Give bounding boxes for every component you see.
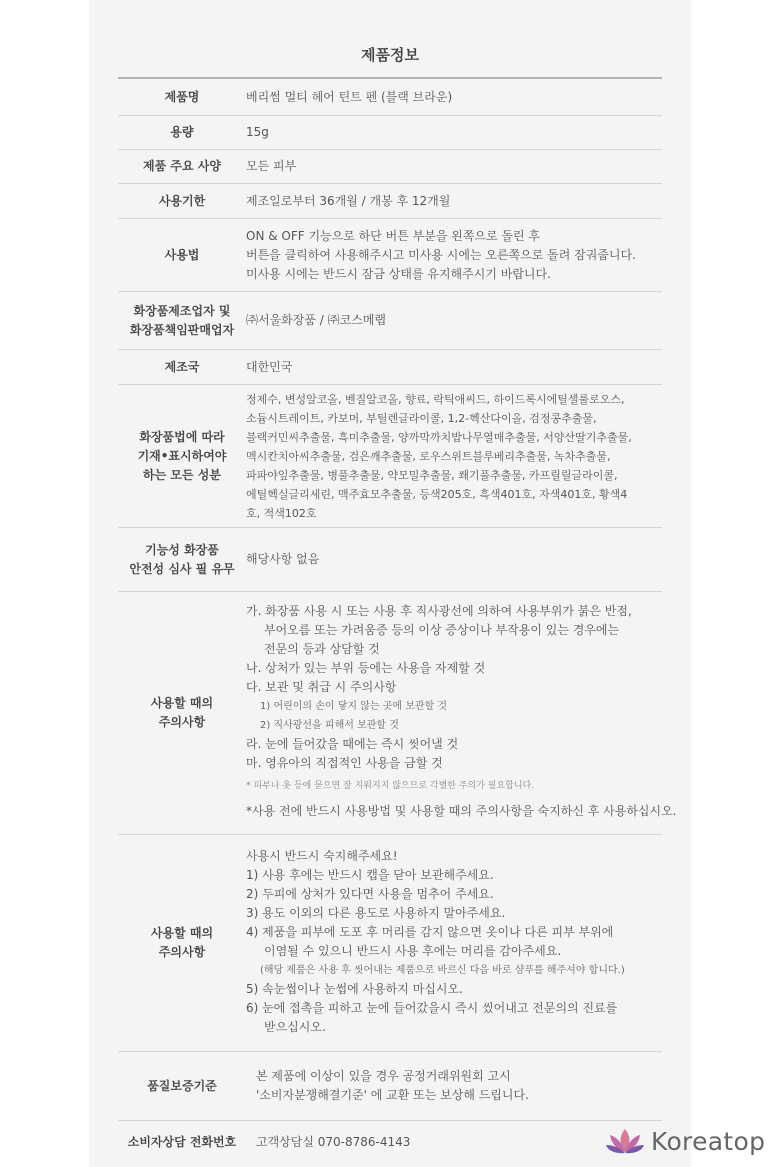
row-value: 가. 화장품 사용 시 또는 사용 후 직사광선에 의하여 사용부위가 붉은 반점, 부어오름 또는 가려움증 등의 이상 증상이나 부작용이 있는 경우에는 전문의 등과 상담할 것 나. 상처가 있는 부위 등에는 사용을 자제할 것 다. 보관 및 취급 시 주의사항 1) 어린이의 손이 닿지 않는 곳에 보관할 것 2) 직사광선을 피해서 보관할 것 라. 눈에 들어갔을 때에는 즉시 씻어낼 것 마. 영유아의 직접적인 사용을 금할 것 * 피부나 옷 등에 묻으면 잘 지워지지 않으므로 각별한 주의가 필요합니다. *사용 전에 반드시 사용방법 및 사용할 때의 주의사항을 숙지하신 후 사용하십시오. xyxy=(246,604,677,818)
row-label: 화장품제조업자 및 화장품책임판매업자 xyxy=(129,303,235,337)
row-caution-2 xyxy=(118,835,662,1052)
row-value: 고객상담실 070-8786-4143 xyxy=(256,1134,411,1149)
row-value: ON & OFF 기능으로 하단 버튼 부분을 왼쪽으로 돌린 후 버튼을 클릭하여 사용해주시고 미사용 시에는 오른쪽으로 돌려 잠궈줍니다. 미사용 시에는 반드시 잠금 상태를 유지해주시기 바랍니다. xyxy=(246,228,636,281)
row-value: 해당사항 없음 xyxy=(246,552,320,566)
row-consumer xyxy=(118,1121,662,1163)
row-label: 사용법 xyxy=(164,247,200,262)
row-value: 대한민국 xyxy=(246,359,293,374)
row-functional xyxy=(118,528,662,592)
row-value: 15g xyxy=(246,125,269,139)
row-label: 제조국 xyxy=(164,359,200,374)
row-value: 제조일로부터 36개월 / 개봉 후 12개월 xyxy=(246,193,451,208)
koreatop-watermark xyxy=(605,1124,765,1158)
row-value: 본 제품에 이상이 있을 경우 공정거래위원회 고시 '소비자분쟁해결기준' 에 교환 또는 보상해 드립니다. xyxy=(256,1069,529,1102)
row-label: 품질보증기준 xyxy=(147,1078,217,1093)
row-product-name xyxy=(118,79,662,116)
page-title: 제품정보 xyxy=(361,46,419,64)
row-caution-1 xyxy=(118,592,677,835)
row-value: ㈜서울화장품 / ㈜코스메랩 xyxy=(246,313,387,327)
row-label: 용량 xyxy=(170,125,194,139)
row-label: 제품명 xyxy=(164,89,200,104)
row-label: 제품 주요 사양 xyxy=(143,159,221,173)
row-value: 모든 피부 xyxy=(246,159,297,173)
row-country xyxy=(118,350,662,385)
row-label: 사용할 때의 주의사항 xyxy=(150,926,214,959)
row-label: 사용할 때의 주의사항 xyxy=(150,696,214,729)
row-label: 소비자상담 전화번호 xyxy=(127,1134,237,1149)
row-label: 기능성 화장품 안전성 심사 필 유무 xyxy=(129,542,235,576)
row-label: 사용기한 xyxy=(158,193,206,208)
row-value: 베리썸 멀티 헤어 틴트 펜 (블랙 브라운) xyxy=(246,89,453,104)
row-expiry xyxy=(118,184,662,219)
row-ingredients xyxy=(118,385,662,528)
row-usage xyxy=(118,219,662,292)
product-info-table xyxy=(118,77,677,1163)
row-capacity xyxy=(118,116,662,150)
watermark-text: Koreatop xyxy=(651,1126,766,1156)
row-value: 사용시 반드시 숙지해주세요! 1) 사용 후에는 반드시 캡을 닫아 보관해주세요. 2) 두피에 상처가 있다면 사용을 멈추어 주세요. 3) 용도 이외의 다른 용도로 사용하지 말아주세요. 4) 제품을 피부에 도포 후 머리를 감지 않으면 옷이나 다른 피부 부위에 이염될 수 있으니 반드시 사용 후에는 머리를 감아주세요. (해당 제품은 사용 후 씻어내는 제품으로 바르신 다음 바로 샴푸를 해주셔야 합니다.) 5) 속눈썹이나 눈썹에 사용하지 마십시오. 6) 눈에 접촉을 피하고 눈에 들어갔을시 즉시 씼어내고 전문의의 진료를 받으십시오. xyxy=(246,849,625,1034)
row-value: 정제수, 변성알코올, 벤질알코올, 향료, 락틱애씨드, 하이드록시에틸셀룰로오스, 소듐시트레이트, 카보머, 부틸렌글라이콜, 1,2-헥산다이올, 검정콩추출물, 블랙커민씨추출물, 흑미추출물, 양까막까치밥나무열매추출물, 서양산딸기추출물, 멕시칸치아씨추출물, 검은깨추출물, 로우스위트블루베리추출물, 녹차추출물, 파파야잎추출물, 병풀추출물, 약모밀추출물, 쐐기풀추출물, 카프릴릴글라이콜, 에틸헥실글리세린, 맥주효모추출물, 등색205호, 흑색401호, 자색401호, 황색4 호, 적색102호 xyxy=(246,392,632,520)
lotus-icon xyxy=(605,1126,645,1156)
row-label: 화장품법에 따라 기재•표시하여야 하는 모든 성분 xyxy=(137,429,227,482)
row-quality xyxy=(118,1052,662,1121)
product-info-panel xyxy=(89,0,691,1167)
row-spec xyxy=(118,150,662,184)
row-manufacturer xyxy=(118,292,662,350)
